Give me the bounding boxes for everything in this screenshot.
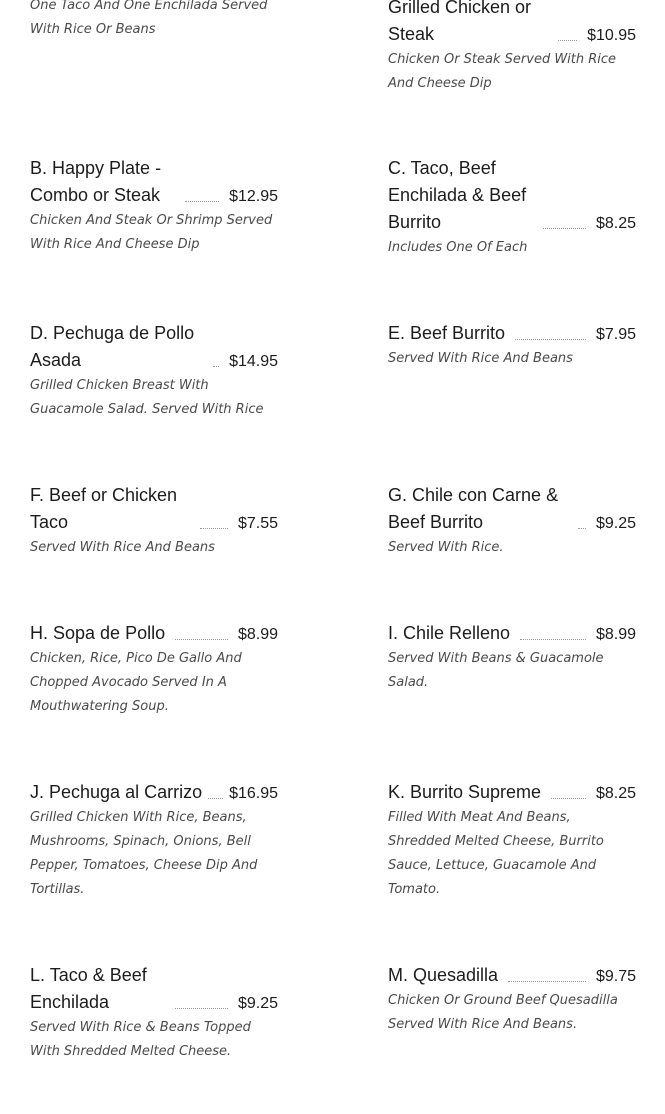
menu-item-header: [30, 482, 278, 536]
menu-item-header: [388, 779, 636, 806]
menu-item-price: $8.25: [595, 215, 636, 232]
menu-item-name: E. Beef Burrito: [388, 323, 506, 343]
menu-item-name: I. Chile Relleno: [388, 623, 511, 643]
menu-item-chile-con-carne-burrito: [388, 482, 636, 560]
menu-item-name: G. Chile con Carne & Beef Burrito: [388, 485, 559, 532]
menu-item-price: $8.99: [237, 626, 278, 643]
menu-item-description: Served With Rice And Beans: [388, 351, 573, 366]
menu-item-chile-relleno: [388, 620, 636, 695]
leader-dots: [200, 528, 228, 529]
leader-dots: [208, 798, 223, 799]
menu-item-header: [388, 155, 636, 236]
leader-dots: [508, 981, 586, 982]
menu-item-description: Chicken Or Ground Beef Quesadilla Served With Rice And Beans.: [388, 993, 618, 1032]
menu-item-price: $9.25: [237, 995, 278, 1012]
menu-item-description: Served With Rice & Beans Topped With Shredded Melted Cheese.: [30, 1020, 251, 1059]
menu-item-quesadilla: [388, 962, 636, 1037]
menu-item-header: [30, 320, 278, 374]
menu-item-name: C. Taco, Beef Enchilada & Beef Burrito: [388, 158, 527, 232]
leader-dots: [185, 201, 219, 202]
leader-dots: [175, 639, 228, 640]
leader-dots: [175, 1008, 228, 1009]
menu-item-description: Grilled Chicken With Rice, Beans, Mushrooms, Spinach, Onions, Bell Pepper, Tomatoes, Cheese Dip And Tortillas.: [30, 810, 258, 897]
menu-item-happy-plate: [30, 155, 278, 257]
menu-item-name: F. Beef or Chicken Taco: [30, 485, 178, 532]
menu-item-price: $9.25: [595, 515, 636, 532]
menu-item-description: Includes One Of Each: [388, 240, 528, 255]
menu-item-header: [30, 620, 278, 647]
menu-item-price: $7.55: [237, 515, 278, 532]
menu-item-taco-enchilada-burrito: [388, 155, 636, 260]
menu-item-price: $7.95: [595, 326, 636, 343]
menu-item-burrito-supreme: [388, 779, 636, 902]
menu-item-beef-burrito: [388, 320, 636, 371]
menu-item-grilled-chicken-or-steak: [388, 0, 636, 96]
leader-dots: [520, 639, 586, 640]
menu-item-partial-combo: [30, 0, 278, 42]
menu-item-header: [30, 155, 278, 209]
menu-item-name: H. Sopa de Pollo: [30, 623, 166, 643]
menu-item-header: [388, 620, 636, 647]
menu-item-description: Chicken Or Steak Served With Rice And Cheese Dip: [388, 52, 617, 91]
menu-item-description: Served With Beans & Guacamole Salad.: [388, 651, 604, 690]
menu-item-pechuga-al-carrizo: [30, 779, 278, 902]
menu-item-name: B. Happy Plate - Combo or Steak: [30, 158, 162, 205]
leader-dots: [543, 228, 586, 229]
leader-dots: [558, 40, 577, 41]
menu-item-price: $12.95: [229, 188, 278, 205]
menu-item-description: Filled With Meat And Beans, Shredded Melted Cheese, Burrito Sauce, Lettuce, Guacamole And Tomato.: [388, 810, 604, 897]
menu-item-price: $14.95: [229, 353, 278, 370]
menu-item-description: Chicken And Steak Or Shrimp Served With Rice And Cheese Dip: [30, 213, 273, 252]
menu-item-header: [388, 320, 636, 347]
menu-item-price: $8.25: [595, 785, 636, 802]
menu-item-description: One Taco And One Enchilada Served With Rice Or Beans: [30, 0, 268, 37]
leader-dots: [213, 366, 219, 367]
menu-item-taco-beef-enchilada: [30, 962, 278, 1064]
menu-item-name: Grilled Chicken or Steak: [388, 0, 532, 44]
menu-item-price: $8.99: [595, 626, 636, 643]
menu-item-name: J. Pechuga al Carrizo: [30, 782, 203, 802]
menu-item-name: K. Burrito Supreme: [388, 782, 542, 802]
menu-item-description: Served With Rice.: [388, 540, 504, 555]
leader-dots: [515, 339, 586, 340]
menu-item-sopa-de-pollo: [30, 620, 278, 719]
menu-item-header: [388, 482, 636, 536]
menu-item-description: Grilled Chicken Breast With Guacamole Salad. Served With Rice: [30, 378, 264, 417]
menu-item-header: [30, 779, 278, 806]
menu-item-header: [30, 962, 278, 1016]
menu-item-name: D. Pechuga de Pollo Asada: [30, 323, 195, 370]
menu-item-beef-or-chicken-taco: [30, 482, 278, 560]
menu-item-price: $9.75: [595, 968, 636, 985]
menu-item-pechuga-de-pollo-asada: [30, 320, 278, 422]
menu-item-price: $16.95: [229, 785, 278, 802]
menu-item-description: Served With Rice And Beans: [30, 540, 215, 555]
menu-item-header: [388, 962, 636, 989]
leader-dots: [578, 528, 586, 529]
menu-item-name: M. Quesadilla: [388, 965, 499, 985]
leader-dots: [551, 798, 586, 799]
menu-item-name: L. Taco & Beef Enchilada: [30, 965, 147, 1012]
menu-item-description: Chicken, Rice, Pico De Gallo And Chopped Avocado Served In A Mouthwatering Soup.: [30, 651, 242, 714]
menu-item-price: $10.95: [587, 27, 636, 44]
menu-item-header: [388, 0, 636, 48]
